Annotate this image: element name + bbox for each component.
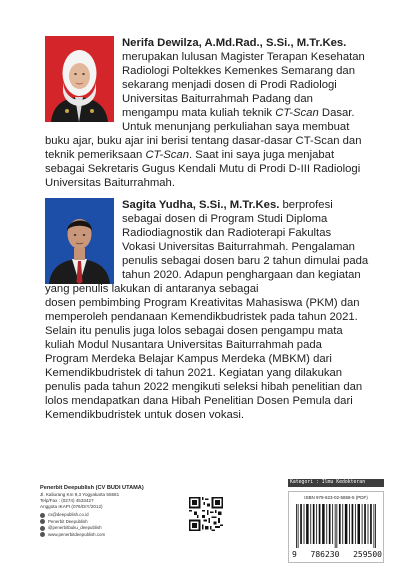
instagram-icon bbox=[40, 526, 45, 531]
bio-line: Radiodiagnostik dan Radioterapi Fakultas bbox=[122, 227, 332, 239]
bio-line: berprofesi bbox=[279, 199, 333, 211]
bio-line: dosen pembimbing Program Kreativitas Mahasiswa (PKM) dan bbox=[45, 297, 360, 309]
author1-bio bbox=[45, 36, 369, 190]
bio-line: penulis sebagai dosen baru 2 tahun dimulai pada bbox=[122, 255, 369, 267]
publisher-phone: Telp/Fax : (0274) 4533427 bbox=[40, 498, 94, 503]
bio-line: Radiologi Poltekkes Kemenkes Semarang dan bbox=[122, 65, 355, 77]
bio-line: Selain itu penulis juga lolos sebagai dosen pengampu mata bbox=[45, 325, 343, 337]
social-instagram[interactable]: @penerbitbuku_deepublish bbox=[40, 525, 180, 532]
bio-line: Kemendikbudristek untuk dosen vokasi. bbox=[45, 409, 245, 421]
bio-line: buku ajar, buku ajar ini berisi tentang dasar-dasar CT-Scan dan bbox=[45, 135, 362, 147]
author2-bio bbox=[45, 198, 369, 422]
social-website[interactable]: www.penerbitdeepublish.com bbox=[40, 532, 180, 539]
isbn-text: ISBN 978-623-02-5858-5 (PDF) bbox=[304, 495, 368, 500]
category-label: Kategori : Ilmu Kedokteran bbox=[288, 479, 384, 487]
publisher-info bbox=[40, 484, 180, 538]
bio-line: kuliah Modul Nusantara Universitas Baiturrahmah pada bbox=[45, 339, 322, 351]
bio-line: teknik pemeriksaan CT-Scan. Saat ini saya juga menjabat bbox=[45, 149, 335, 161]
bio-line: sebagai Sekretaris Gugus Kendali Mutu di Prodi D-III Radiologi bbox=[45, 163, 361, 175]
publisher-address: Jl. Kaliurang Km 9,3 Yogyakarta 55581 bbox=[40, 492, 120, 497]
isbn-barcode-block bbox=[288, 479, 384, 565]
bio-line: Kemendikbudristek di tahun 2021. Kegiatan yang dilakukan bbox=[45, 367, 343, 379]
publisher-ikapi: Anggota IKAPI (076/DIY/2012) bbox=[40, 504, 103, 509]
bio-line: memperoleh pendanaan Kemendikbudristek pada tahun 2021. bbox=[45, 311, 358, 323]
bio-line: Universitas Baiturrahmah Padang dan bbox=[122, 93, 313, 105]
social-email[interactable]: cs@deepublish.co.id bbox=[40, 512, 180, 519]
barcode-panel bbox=[288, 491, 384, 563]
bio-line: yang penulis lakukan di antaranya sebagai bbox=[45, 283, 259, 295]
author1-name: Nerifa Dewilza, A.Md.Rad., S.Si., M.Tr.Kes. bbox=[122, 37, 347, 49]
bio-line: Universitas Baiturrahmah. bbox=[45, 177, 175, 189]
bio-line: tahun 2020. Adapun penghargaan dan kegiatan bbox=[122, 269, 361, 281]
bio-line: mengampu mata kuliah teknik CT-Scan Dasar. bbox=[122, 107, 355, 119]
bio-line: Vokasi Universitas Baiturrahmah. Pengalaman bbox=[122, 241, 355, 253]
bio-line: merupakan lulusan Magister Terapan Kesehatan bbox=[122, 51, 365, 63]
bio-line: lolos mendapatkan dana Hibah Penelitian Dosen Pemula dari bbox=[45, 395, 353, 407]
author2-name: Sagita Yudha, S.Si., M.Tr.Kes. bbox=[122, 199, 280, 211]
globe-icon bbox=[40, 532, 45, 537]
facebook-icon bbox=[40, 519, 45, 524]
publisher-social-list bbox=[40, 512, 180, 538]
bio-line: sekarang menjadi dosen di Prodi Radiologi bbox=[122, 79, 337, 91]
publisher-name: Penerbit Deepublish (CV BUDI UTAMA) bbox=[40, 485, 144, 491]
email-icon bbox=[40, 513, 45, 518]
bio-line: Program Merdeka Belajar Kampus Merdeka (MBKM) dari bbox=[45, 353, 332, 365]
barcode-bars bbox=[296, 504, 376, 548]
social-facebook[interactable]: Penerbit Deepublish bbox=[40, 519, 180, 526]
qr-code bbox=[189, 497, 223, 531]
barcode-digits: 9 786230 259500 bbox=[292, 550, 382, 559]
bio-line: penulis pada tahun 2022 mengikuti seleksi hibah penelitian dan bbox=[45, 381, 363, 393]
bio-line: Untuk menunjang perkuliahan saya membuat bbox=[122, 121, 350, 133]
bio-line: sebagai dosen di Program Studi Diploma bbox=[122, 213, 328, 225]
